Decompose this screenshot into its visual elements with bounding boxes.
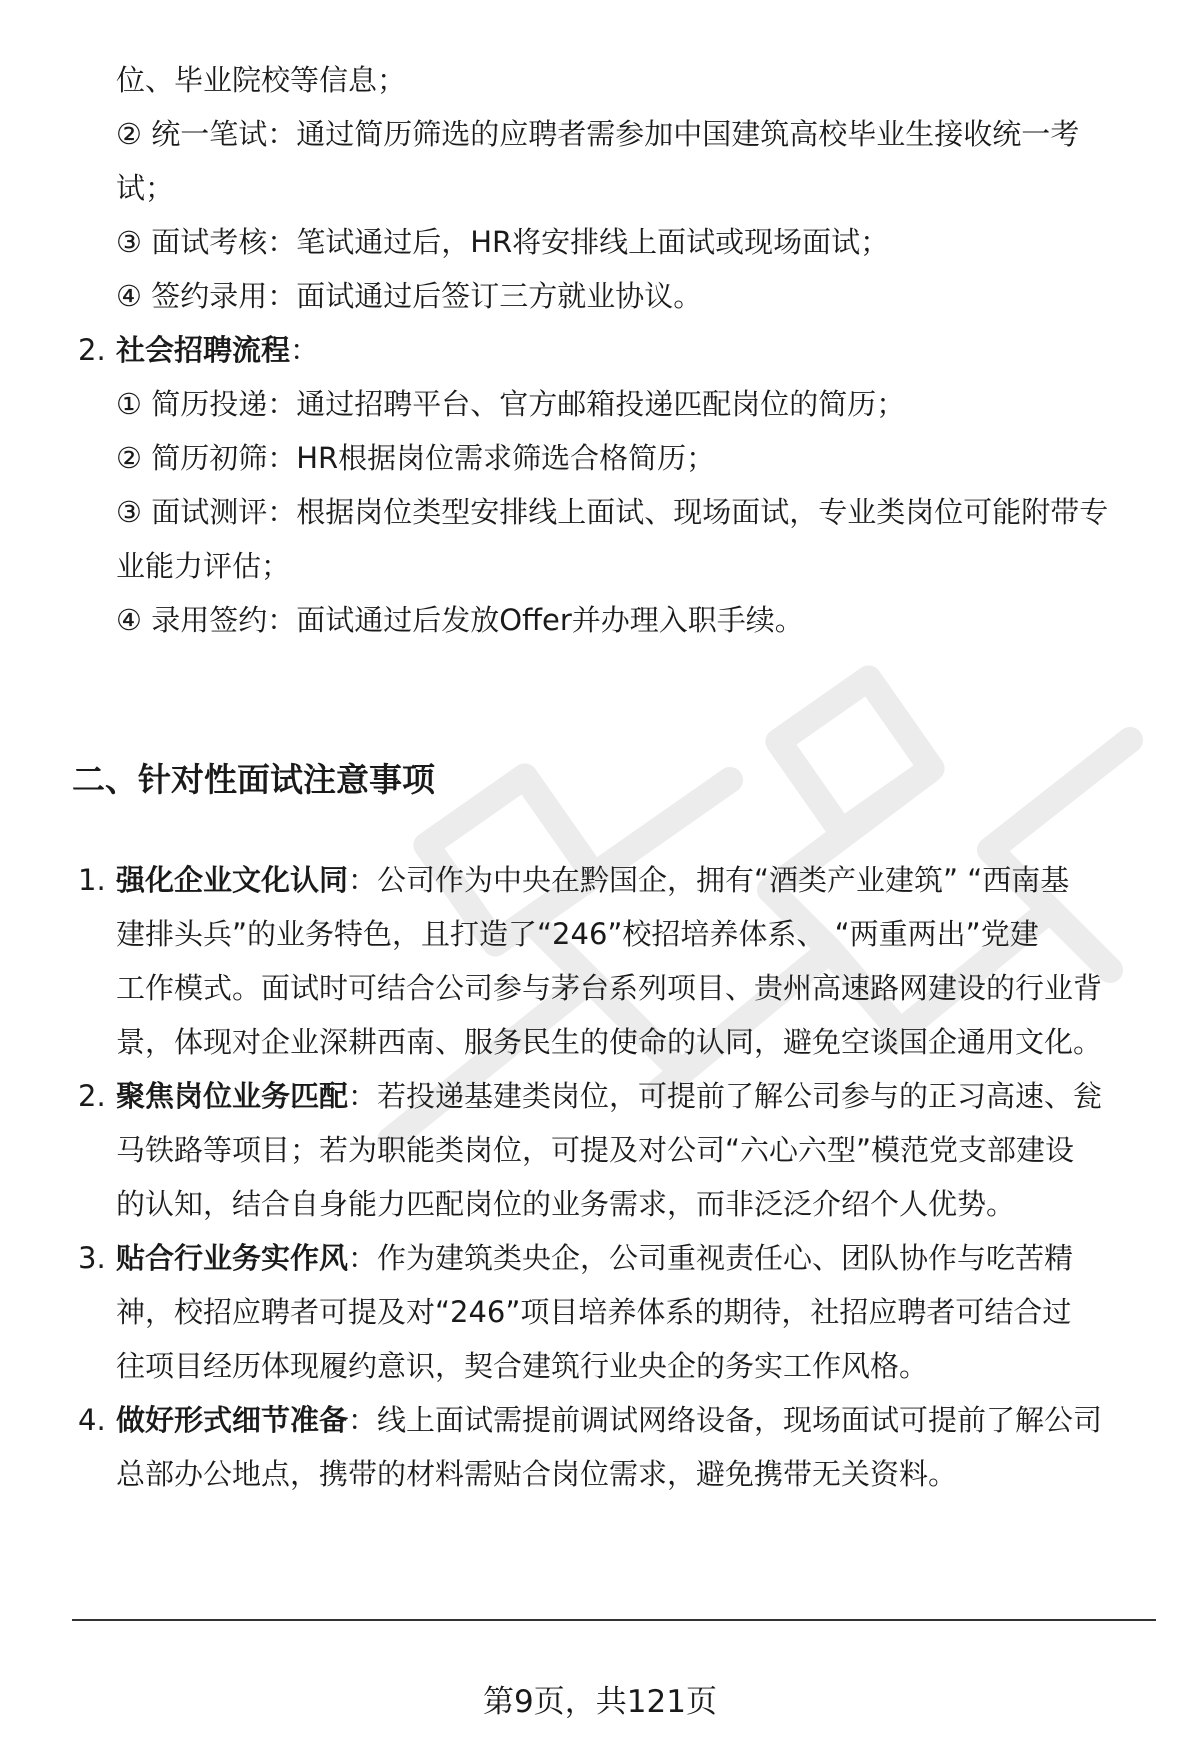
social-step-3-cont: 业能力评估； xyxy=(116,549,291,583)
footer-divider xyxy=(72,1619,1156,1621)
social-step-1: ① 简历投递：通过招聘平台、官方邮箱投递匹配岗位的简历； xyxy=(116,387,906,421)
list-item-text: ：作为建筑类央企，公司重视责任心、团队协作与吃苦精 xyxy=(348,1241,1074,1275)
list-item-text: ：若投递基建类岗位，可提前了解公司参与的正习高速、瓮 xyxy=(348,1079,1103,1113)
list-item-text: 的认知，结合自身能力匹配岗位的业务需求，而非泛泛介绍个人优势。 xyxy=(116,1187,1016,1221)
list-item-text: 工作模式。面试时可结合公司参与茅台系列项目、贵州高速路网建设的行业背 xyxy=(116,971,1103,1005)
list-number: 4. xyxy=(78,1403,106,1437)
list-item-text: ：公司作为中央在黔国企，拥有“酒类产业建筑” “西南基 xyxy=(348,863,1070,897)
list-item-text: 总部办公地点，携带的材料需贴合岗位需求，避免携带无关资料。 xyxy=(116,1457,958,1491)
list-number: 3. xyxy=(78,1241,106,1275)
social-step-4: ④ 录用签约：面试通过后发放Offer并办理入职手续。 xyxy=(116,603,804,637)
list-item-text: 神，校招应聘者可提及对“246”项目培养体系的期待，社招应聘者可结合过 xyxy=(116,1295,1072,1329)
campus-step-2-cont: 试； xyxy=(116,171,175,205)
section-heading: 二、针对性面试注意事项 xyxy=(72,760,435,799)
list-item-4-line xyxy=(116,1400,1102,1440)
list-item-text: 景，体现对企业深耕西南、服务民生的使命的认同，避免空谈国企通用文化。 xyxy=(116,1025,1103,1059)
list-item-text: 建排头兵”的业务特色，且打造了“246”校招培养体系、 “两重两出”党建 xyxy=(116,917,1039,951)
campus-step-4: ④ 签约录用：面试通过后签订三方就业协议。 xyxy=(116,279,703,313)
list-item-3-line xyxy=(116,1238,1073,1278)
social-recruit-heading xyxy=(116,330,319,370)
list-item-text: ：线上面试需提前调试网络设备，现场面试可提前了解公司 xyxy=(348,1403,1103,1437)
list-item-title: 强化企业文化认同 xyxy=(116,863,349,897)
campus-step-2: ② 统一笔试：通过简历筛选的应聘者需参加中国建筑高校毕业生接收统一考 xyxy=(116,117,1080,151)
social-recruit-title: 社会招聘流程 xyxy=(116,333,291,367)
list-item-title: 贴合行业务实作风 xyxy=(116,1241,349,1275)
social-step-3: ③ 面试测评：根据岗位类型安排线上面试、现场面试，专业类岗位可能附带专 xyxy=(116,495,1109,529)
list-number: 1. xyxy=(78,863,106,897)
list-item-text: 马铁路等项目；若为职能类岗位，可提及对公司“六心六型”模范党支部建设 xyxy=(116,1133,1075,1167)
list-item-1-line xyxy=(116,860,1069,900)
campus-step-3: ③ 面试考核：笔试通过后，HR将安排线上面试或现场面试； xyxy=(116,225,890,259)
list-item-2-line xyxy=(116,1076,1102,1116)
list-number: 2. xyxy=(78,333,106,367)
page-number: 第9页，共121页 xyxy=(483,1684,717,1720)
text-line: 位、毕业院校等信息； xyxy=(116,63,407,97)
list-item-title: 聚焦岗位业务匹配 xyxy=(116,1079,349,1113)
list-number: 2. xyxy=(78,1079,106,1113)
colon: ： xyxy=(290,333,320,367)
list-item-text: 往项目经历体现履约意识，契合建筑行业央企的务实工作风格。 xyxy=(116,1349,929,1383)
list-item-title: 做好形式细节准备 xyxy=(116,1403,349,1437)
social-step-2: ② 简历初筛：HR根据岗位需求筛选合格简历； xyxy=(116,441,716,475)
